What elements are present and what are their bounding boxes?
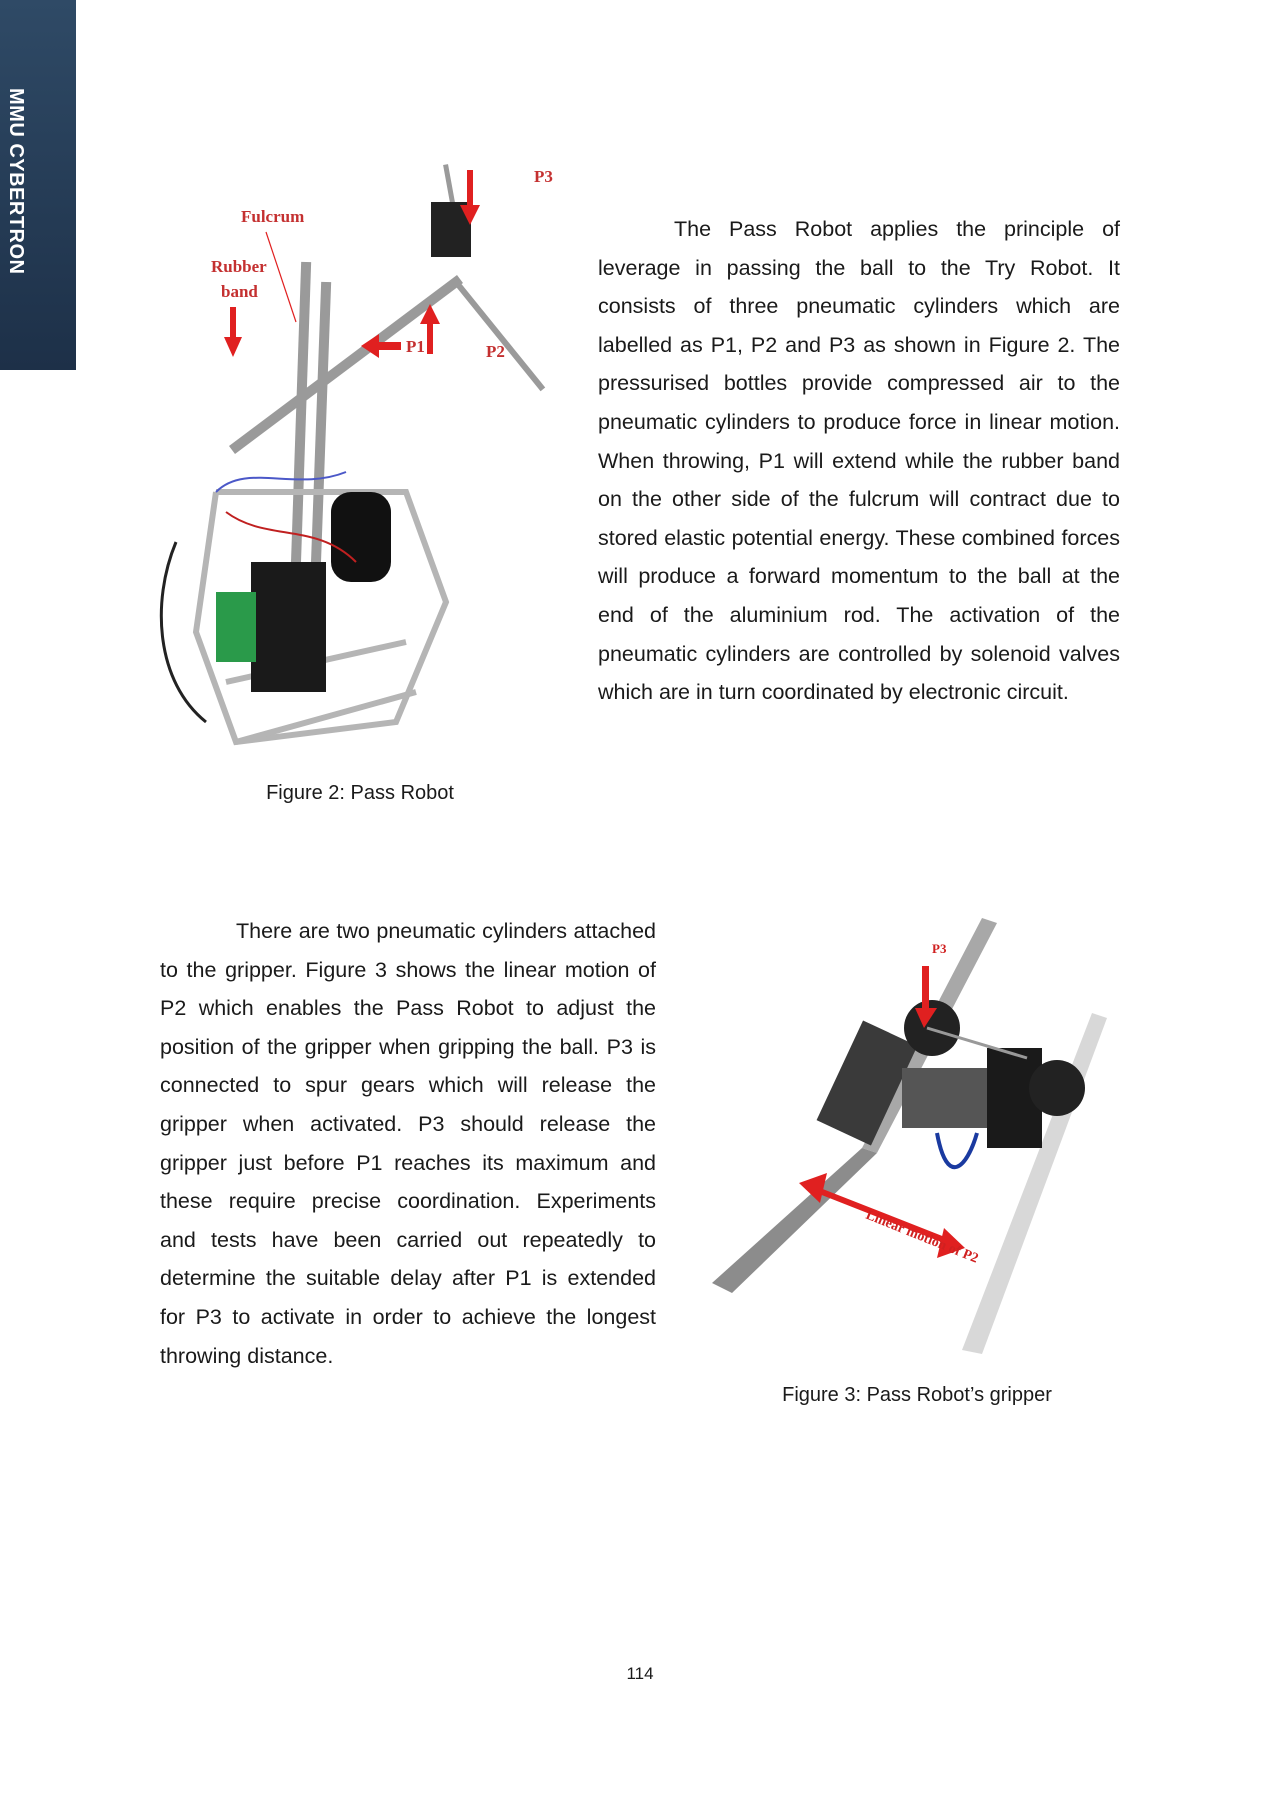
figure-3-caption: Figure 3: Pass Robot’s gripper	[782, 1384, 1052, 1406]
paragraph-gripper	[160, 912, 656, 1375]
figure-2-pass-robot-image	[156, 162, 566, 774]
label-p2: P2	[486, 342, 505, 361]
label-rubber-band-1: Rubber	[211, 257, 267, 276]
sidebar-title: MMU CYBERTRON	[5, 88, 27, 275]
label-p3: P3	[932, 941, 947, 956]
label-p3: P3	[534, 167, 553, 186]
label-fulcrum: Fulcrum	[241, 207, 305, 226]
sidebar-banner	[0, 0, 76, 370]
figure-2-caption: Figure 2: Pass Robot	[266, 782, 454, 804]
paragraph-text: The Pass Robot applies the principle of leverage in passing the ball to the Try Robot. It consists of three pneumatic cylinders which are labelled as P1, P2 and P3 as shown in Figure 2. The pressurised bottles provide compressed air to the pneumatic cylinders to produce force in linear motion. When throwing, P1 will extend while the rubber band on the other side of the fulcrum will contract due to stored elastic potential energy. These combined forces will produce a forward momentum to the ball at the end of the aluminium rod. The activation of the pneumatic cylinders are controlled by solenoid valves which are in turn coordinated by electronic circuit.	[598, 217, 1120, 705]
page-number: 114	[626, 1664, 654, 1683]
paragraph-text: There are two pneumatic cylinders attached to the gripper. Figure 3 shows the linear motion of P2 which enables the Pass Robot to adjust the position of the gripper when gripping the ball. P3 is connected to spur gears which will release the gripper when activated. P3 should release the gripper just before P1 reaches its maximum and these require precise coordination. Experiments and tests have been carried out repeatedly to determine the suitable delay after P1 is extended for P3 to activate in order to achieve the longest throwing distance.	[160, 919, 656, 1368]
paragraph-pass-robot	[598, 210, 1120, 712]
label-linear-motion: Linear motion of P2	[863, 1207, 981, 1267]
figure-3-gripper-image	[707, 918, 1109, 1354]
label-p1: P1	[406, 337, 425, 356]
label-rubber-band-2: band	[221, 282, 258, 301]
